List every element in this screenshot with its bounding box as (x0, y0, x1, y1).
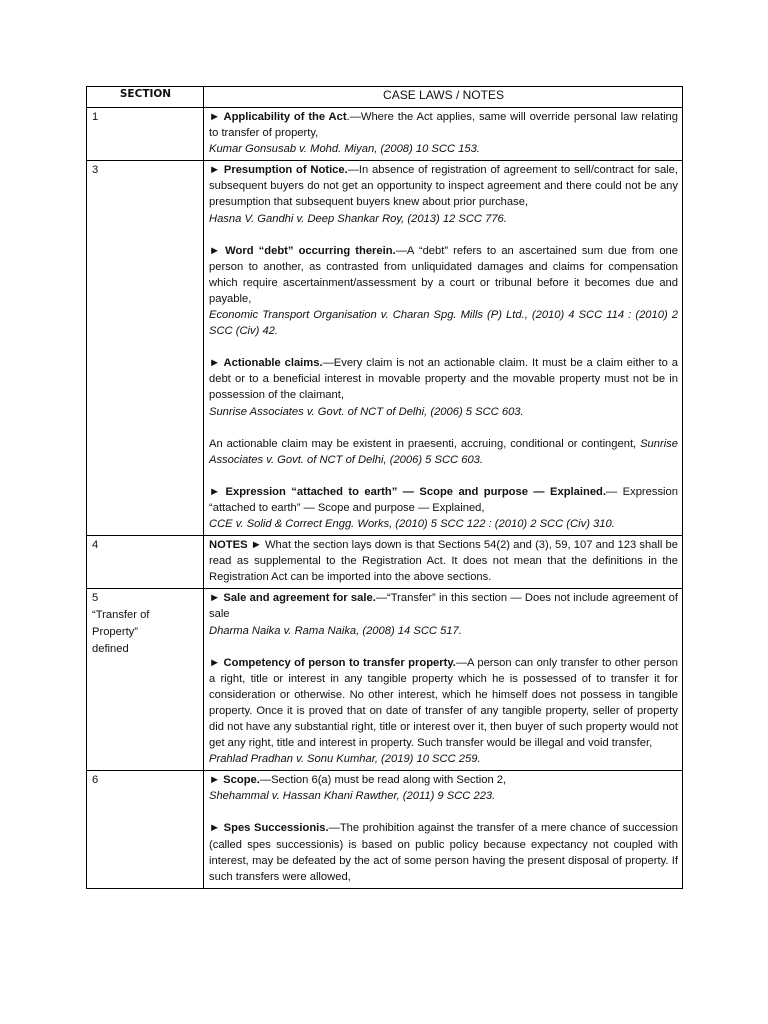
case-note-entry (209, 655, 678, 768)
case-citation: Sunrise Associates v. Govt. of NCT of Delhi, (2006) 5 SCC 603. (209, 405, 524, 418)
table-row (87, 589, 683, 771)
section-label: 5 (92, 592, 99, 605)
note-heading: ► Scope. (209, 774, 260, 787)
section-label: 4 (92, 539, 99, 552)
note-text: —Every claim is not an actionable claim. It must be a claim either to a debt or to a beneficial interest in movable property and the movable property must not be in possession of the claimant, (209, 357, 678, 402)
section-cell (87, 161, 204, 536)
note-text: What the section lays down is that Sections 54(2) and (3), 59, 107 and 123 shall be read as supplemental to the Registration Act. It does not mean that the definitions in the Registration Act can be imported into the above sections. (209, 539, 678, 584)
note-text: —“Transfer” in this section — Does not include agreement of sale (209, 592, 678, 621)
section-label: defined (92, 643, 129, 656)
table-header-row (87, 87, 683, 108)
case-note-entry (209, 162, 678, 226)
case-citation: Hasna V. Gandhi v. Deep Shankar Roy, (2013) 12 SCC 776. (209, 212, 507, 225)
notes-cell (204, 161, 683, 536)
case-note-entry (209, 772, 678, 804)
note-heading: ► Presumption of Notice. (209, 164, 348, 177)
case-citation: Kumar Gonsusab v. Mohd. Miyan, (2008) 10 SCC 153. (209, 143, 480, 156)
notes-cell (204, 771, 683, 889)
section-cell (87, 108, 204, 161)
note-text: —The prohibition against the transfer of a mere chance of succession (called spes successionis) is based on public policy because expectancy not coupled with interest, may be defeated by the act of some person having the present disposal of property. If such transfers were allowed, (209, 822, 678, 883)
section-label: 1 (92, 111, 99, 123)
table-row (87, 108, 683, 161)
case-citation: Shehammal v. Hassan Khani Rawther, (2011) 9 SCC 223. (209, 790, 496, 803)
note-text: — Expression “attached to earth” — Scope and purpose — Explained, (209, 485, 678, 514)
section-label: 6 (92, 774, 99, 787)
case-note-entry (209, 436, 678, 468)
table-row (87, 771, 683, 889)
section-cell (87, 536, 204, 589)
notes-cell (204, 108, 683, 161)
note-text: —A person can only transfer to other person a right, title or interest in any tangible property which he is possessed of to transfer it for consideration or otherwise. No other interest, which he himself does not possess in tangible property. Once it is proved that on date of transfer of any tangible property, seller of property did not have any substantial right, title or interest over it, then buyer of such property would not get any right, title and interest in property. Such transfer would be illegal and void transfer, (209, 656, 678, 750)
note-heading: ► Sale and agreement for sale. (209, 592, 376, 605)
note-heading: NOTES ► (209, 539, 262, 552)
note-heading: ► Word “debt” occurring therein. (209, 244, 396, 257)
case-note-entry (209, 537, 678, 585)
case-note-entry (209, 355, 678, 419)
case-citation: Sunrise Associates v. Govt. of NCT of Delhi, (2006) 5 SCC 603. (209, 437, 678, 466)
case-citation: CCE v. Solid & Correct Engg. Works, (2010) 5 SCC 122 : (2010) 2 SCC (Civ) 310. (209, 517, 615, 530)
case-citation: Prahlad Pradhan v. Sonu Kumhar, (2019) 10 SCC 259. (209, 753, 481, 766)
case-note-entry (209, 590, 678, 638)
note-heading: ► Spes Successionis. (209, 822, 329, 835)
note-heading: ► Competency of person to transfer property. (209, 656, 456, 669)
section-label: Property” (92, 626, 139, 639)
note-heading: ► Actionable claims. (209, 357, 323, 370)
table-row (87, 161, 683, 536)
case-note-entry (209, 243, 678, 340)
note-text: —A “debt” refers to an ascertained sum due from one person to another, as contrasted from unliquidated damages and claims for compensation which require ascertainment/assessment by a court or tribunal before it becomes due and payable, (209, 244, 678, 305)
case-note-entry (209, 820, 678, 884)
table-row (87, 536, 683, 589)
case-note-entry (209, 484, 678, 532)
note-text: —In absence of registration of agreement to sell/contract for sale, subsequent buyers do not get an opportunity to inspect agreement and there could not be any presumption that subsequent buyers knew about prior purchase, (209, 164, 678, 209)
note-heading: ► Applicability of the Act (209, 111, 347, 123)
case-citation: Economic Transport Organisation v. Charan Spg. Mills (P) Ltd., (2010) 4 SCC 114 : (2010) 2 SCC (Civ) 42. (209, 309, 678, 338)
note-text: —Section 6(a) must be read along with Section 2, (259, 774, 507, 787)
table-body (87, 108, 683, 889)
section-column-header: SECTION (87, 87, 204, 108)
case-law-table (86, 86, 683, 889)
case-laws-column-header: CASE LAWS / NOTES (204, 87, 683, 108)
notes-cell (204, 536, 683, 589)
notes-cell (204, 589, 683, 771)
case-note-entry (209, 109, 678, 157)
section-label: 3 (92, 164, 99, 177)
note-text: .—Where the Act applies, same will override personal law relating to transfer of property, (209, 111, 678, 140)
note-heading: ► Expression “attached to earth” — Scope and purpose — Explained. (209, 485, 606, 498)
section-cell (87, 771, 204, 889)
note-text: An actionable claim may be existent in praesenti, accruing, conditional or contingent, (209, 437, 641, 450)
section-label: “Transfer of (92, 609, 150, 622)
case-citation: Dharma Naika v. Rama Naika, (2008) 14 SCC 517. (209, 624, 462, 637)
section-cell (87, 589, 204, 771)
